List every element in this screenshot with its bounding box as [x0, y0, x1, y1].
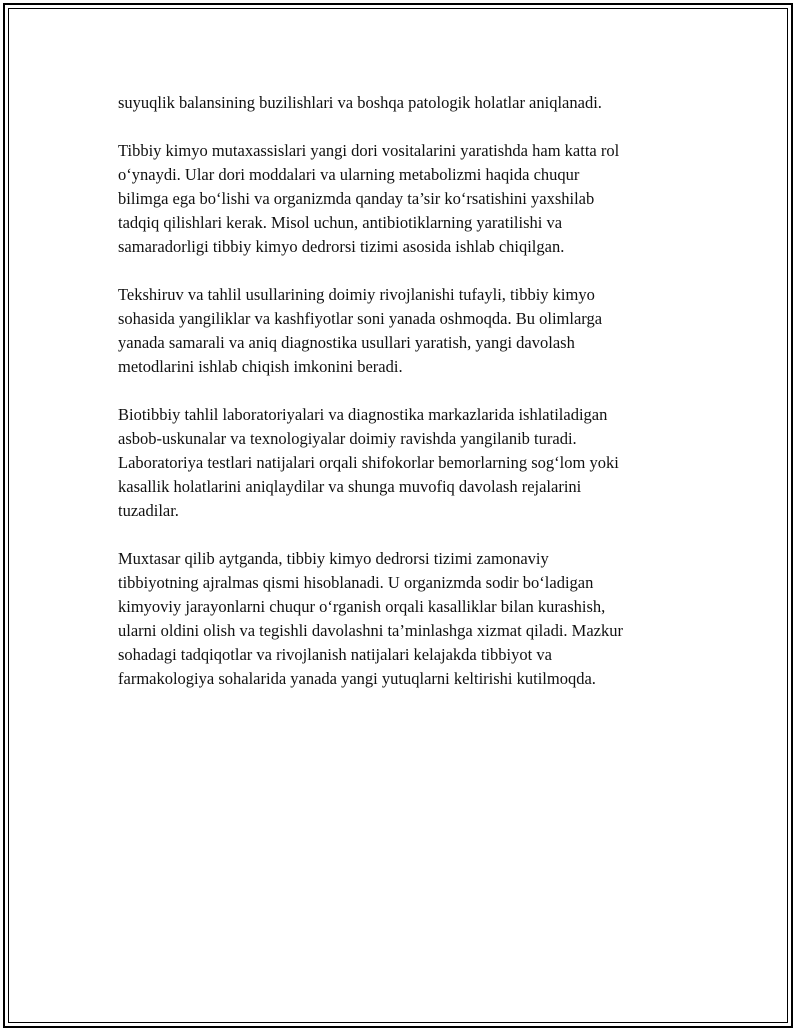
text-line: sohasida yangiliklar va kashfiyotlar soni yanada oshmoqda. Bu olimlarga	[118, 309, 603, 328]
text-line: kasallik holatlarini aniqlaydilar va shunga muvofiq davolash rejalarini	[118, 477, 582, 496]
text-line: sohadagi tadqiqotlar va rivojlanish natijalari kelajakda tibbiyot va	[118, 645, 552, 664]
text-line: suyuqlik balansining buzilishlari va boshqa patologik holatlar aniqlanadi.	[118, 93, 602, 112]
paragraph-1	[118, 91, 678, 115]
text-line: bilimga ega bo‘lishi va organizmda qanday ta’sir ko‘rsatishini yaxshilab	[118, 189, 595, 208]
paragraph-2	[118, 139, 678, 259]
text-line: o‘ynaydi. Ular dori moddalari va ularning metabolizmi haqida chuqur	[118, 165, 580, 184]
text-line: tibbiyotning ajralmas qismi hisoblanadi. U organizmda sodir bo‘ladigan	[118, 573, 594, 592]
text-line: Tibbiy kimyo mutaxassislari yangi dori vositalarini yaratishda ham katta rol	[118, 141, 620, 160]
paragraph-5	[118, 547, 678, 691]
text-line: farmakologiya sohalarida yanada yangi yutuqlarni keltirishi kutilmoqda.	[118, 669, 596, 688]
text-line: tuzadilar.	[118, 501, 179, 520]
text-line: tadqiq qilishlari kerak. Misol uchun, antibiotiklarning yaratilishi va	[118, 213, 563, 232]
text-line: Laboratoriya testlari natijalari orqali shifokorlar bemorlarning sog‘lom yoki	[118, 453, 619, 472]
paragraph-4	[118, 403, 678, 523]
text-line: metodlarini ishlab chiqish imkonini beradi.	[118, 357, 403, 376]
text-line: samaradorligi tibbiy kimyo dedrorsi tizimi asosida ishlab chiqilgan.	[118, 237, 565, 256]
text-line: Tekshiruv va tahlil usullarining doimiy rivojlanishi tufayli, tibbiy kimyo	[118, 285, 595, 304]
text-line: asbob-uskunalar va texnologiyalar doimiy ravishda yangilanib turadi.	[118, 429, 577, 448]
document-body	[118, 91, 678, 715]
text-line: yanada samarali va aniq diagnostika usullari yaratish, yangi davolash	[118, 333, 575, 352]
text-line: ularni oldini olish va tegishli davolashni ta’minlashga xizmat qiladi. Mazkur	[118, 621, 623, 640]
paragraph-3	[118, 283, 678, 379]
text-line: Biotibbiy tahlil laboratoriyalari va diagnostika markazlarida ishlatiladigan	[118, 405, 608, 424]
text-line: kimyoviy jarayonlarni chuqur o‘rganish orqali kasalliklar bilan kurashish,	[118, 597, 606, 616]
text-line: Muxtasar qilib aytganda, tibbiy kimyo dedrorsi tizimi zamonaviy	[118, 549, 549, 568]
